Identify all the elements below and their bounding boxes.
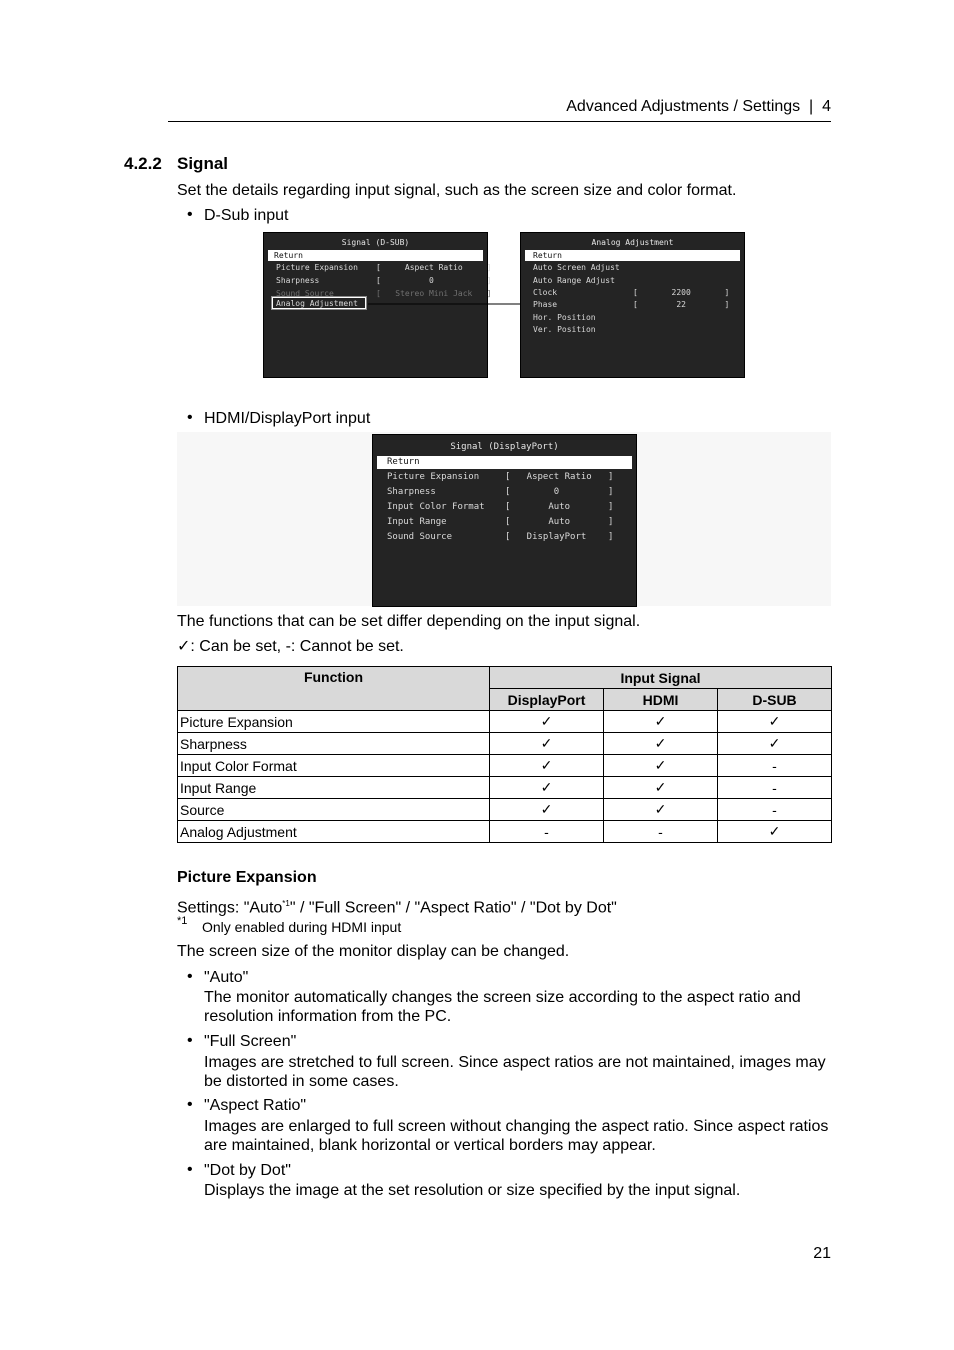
settings-line	[177, 894, 617, 917]
osd-item-label: Sound Source	[387, 532, 453, 542]
cell-value: ✓	[490, 799, 604, 821]
table-row	[178, 777, 832, 799]
cell-value: ✓	[604, 733, 718, 755]
table-row	[178, 733, 832, 755]
table-row	[178, 711, 832, 733]
column-header: HDMI	[604, 689, 718, 711]
osd-title: Signal (DisplayPort)	[450, 442, 559, 452]
table-row	[178, 755, 832, 777]
osd-item-value: [ 0 ]	[376, 276, 492, 285]
picture-expansion-desc: The screen size of the monitor display can be changed.	[177, 943, 570, 960]
cell-value: ✓	[718, 733, 832, 755]
osd-item-value: [ 0 ]	[505, 487, 614, 497]
footnote-text: Only enabled during HDMI input	[202, 919, 402, 935]
osd-item-label: Sound Source	[276, 289, 334, 298]
function-name: Input Color Format	[178, 755, 490, 777]
osd-item-value: [ DisplayPort ]	[505, 532, 614, 542]
osd-item-return: Return	[268, 250, 483, 261]
table-row	[178, 821, 832, 843]
cell-value: ✓	[490, 755, 604, 777]
option-name: "Aspect Ratio"	[204, 1097, 307, 1114]
option-desc: Images are stretched to full screen. Since aspect ratios are not maintained, images may be distorted in some cases.	[204, 1054, 826, 1090]
function-name: Analog Adjustment	[178, 821, 490, 843]
cell-value: ✓	[604, 755, 718, 777]
option-name: "Auto"	[204, 969, 249, 986]
osd-item-value: [ Auto ]	[505, 502, 614, 512]
table-header-row	[178, 667, 832, 689]
osd-item-label: Hor. Position	[533, 313, 596, 322]
column-header: DisplayPort	[490, 689, 604, 711]
osd-item-value: [ Auto ]	[505, 517, 614, 527]
function-name: Input Range	[178, 777, 490, 799]
table-row	[178, 799, 832, 821]
cell-value: ✓	[604, 777, 718, 799]
cell-value: -	[718, 799, 832, 821]
footnote-ref: *1	[282, 899, 290, 908]
function-name: Sharpness	[178, 733, 490, 755]
settings-suffix: " / "Full Screen" / "Aspect Ratio" / "Dot by Dot"	[289, 899, 617, 917]
option-desc: Displays the image at the set resolution or size specified by the input signal.	[204, 1182, 741, 1199]
osd-item-label: Picture Expansion	[387, 472, 480, 482]
osd-title: Analog Adjustment	[591, 238, 674, 247]
cell-value: ✓	[604, 799, 718, 821]
osd-title: Signal (D-SUB)	[341, 238, 410, 247]
cell-value: -	[490, 821, 604, 843]
page-number: 21	[813, 1245, 831, 1262]
osd-analog-adjustment	[520, 232, 745, 378]
osd-item-label: Clock	[533, 288, 558, 297]
bullet-hdmi: HDMI/DisplayPort input	[204, 410, 371, 427]
option-desc: Images are enlarged to full screen without changing the aspect ratio. Since aspect ratios are maintained, blank horizontal or vertical borders may appear.	[204, 1118, 829, 1154]
section-title: Signal	[177, 154, 229, 173]
cell-value: ✓	[718, 711, 832, 733]
function-table	[177, 666, 832, 843]
osd-item-return: Return	[525, 250, 740, 261]
cell-value: -	[718, 755, 832, 777]
bullet-dsub: D-Sub input	[204, 207, 289, 224]
section-intro: Set the details regarding input signal, such as the screen size and color format.	[177, 182, 737, 199]
bullet-marker: •	[187, 1096, 193, 1113]
osd-item-label: Auto Range Adjust	[533, 276, 615, 285]
picture-expansion-heading: Picture Expansion	[177, 869, 317, 886]
osd-item-label: Picture Expansion	[276, 263, 358, 272]
osd-item-value: [ 22 ]	[633, 300, 730, 309]
function-name: Source	[178, 799, 490, 821]
bullet-marker: •	[187, 1161, 193, 1178]
cell-value: ✓	[718, 821, 832, 843]
osd-item-label: Auto Screen Adjust	[533, 263, 620, 272]
settings-prefix: Settings: "Auto	[177, 899, 283, 917]
header-divider	[168, 121, 831, 122]
osd-item-value: [ 2200 ]	[633, 288, 730, 297]
osd-item-value: [ Aspect Ratio ]	[505, 472, 614, 482]
page-header: Advanced Adjustments / Settings | 4	[566, 98, 831, 115]
function-header: Function	[178, 667, 490, 711]
cell-value: -	[718, 777, 832, 799]
footnote-mark: *1	[177, 915, 188, 927]
osd-item-label: Input Range	[387, 517, 447, 527]
legend-text: ✓: Can be set, -: Cannot be set.	[177, 638, 404, 655]
osd-item-label: Sharpness	[276, 276, 320, 285]
cell-value: ✓	[490, 711, 604, 733]
cell-value: -	[604, 821, 718, 843]
bullet-marker: •	[187, 1032, 193, 1049]
column-header: D-SUB	[718, 689, 832, 711]
section-number: 4.2.2	[124, 154, 162, 173]
osd-item-analog-adjustment: Analog Adjustment	[272, 297, 366, 309]
connector-line	[368, 300, 522, 308]
cell-value: ✓	[490, 733, 604, 755]
bullet-marker: •	[187, 968, 193, 985]
option-name: "Dot by Dot"	[204, 1162, 291, 1179]
osd-item-label: Input Color Format	[387, 502, 485, 512]
option-desc: The monitor automatically changes the screen size according to the aspect ratio and resolution information from the PC.	[204, 989, 801, 1025]
osd-signal-displayport	[372, 434, 637, 607]
cell-value: ✓	[490, 777, 604, 799]
osd-item-label: Ver. Position	[533, 325, 596, 334]
input-signal-header: Input Signal	[490, 667, 832, 689]
osd-item-label: Sharpness	[387, 487, 436, 497]
option-name: "Full Screen"	[204, 1033, 297, 1050]
osd-item-value: [ Stereo Mini Jack ]	[376, 289, 492, 298]
osd-item-value: [ Aspect Ratio ]	[376, 263, 492, 272]
functions-differ-text: The functions that can be set differ depending on the input signal.	[177, 613, 641, 630]
bullet-marker: •	[187, 409, 193, 426]
bullet-marker: •	[187, 206, 193, 223]
function-name: Picture Expansion	[178, 711, 490, 733]
osd-item-return: Return	[377, 456, 632, 469]
osd-item-label: Phase	[533, 300, 558, 309]
cell-value: ✓	[604, 711, 718, 733]
